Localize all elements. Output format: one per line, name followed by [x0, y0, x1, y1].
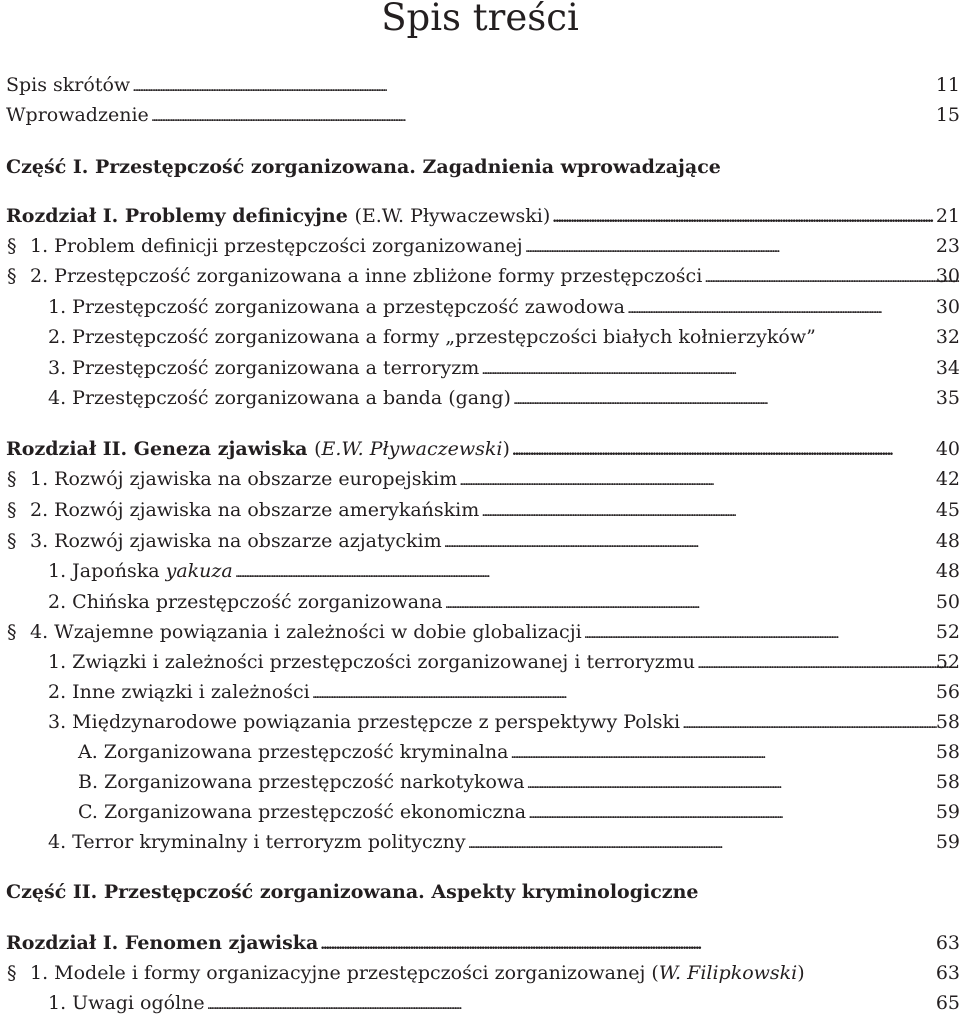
section-sign: § — [7, 962, 17, 984]
page-title: Spis treści — [381, 0, 579, 39]
toc-entry — [6, 677, 960, 707]
section-sign: § — [7, 530, 17, 552]
entry-text: A. Zorganizowana przestępczość kryminalna — [78, 741, 509, 763]
entry-text: C. Zorganizowana przestępczość ekonomiczna — [78, 801, 527, 823]
page-number: 63 — [935, 962, 960, 984]
page-number: 59 — [935, 831, 960, 853]
toc-entry — [6, 767, 960, 797]
toc-entry — [6, 322, 960, 352]
toc-entry — [6, 495, 960, 525]
chapter-author: E.W. Pływaczewski — [321, 438, 503, 460]
page-number: 52 — [935, 651, 960, 673]
entry-author: W. Filipkowski — [658, 962, 798, 984]
toc-entry — [6, 353, 960, 383]
page-number: 35 — [935, 387, 960, 409]
entry-italic: yakuza — [165, 560, 233, 582]
entry-text: 1. Uwagi ogólne — [48, 992, 205, 1014]
entry-text: 2. Chińska przestępczość zorganizowana — [48, 591, 443, 613]
entry-text: 2. Rozwój zjawiska na obszarze amerykańskim — [30, 499, 480, 521]
toc-entry — [6, 707, 960, 737]
toc-entry: § 1. Modele i formy organizacyjne przestępczości zorganizowanej (W. Filipkowski) 63 — [6, 958, 960, 988]
part-heading — [6, 877, 960, 907]
toc-entry — [6, 587, 960, 617]
section-sign: § — [7, 265, 17, 287]
page-number: 58 — [935, 741, 960, 763]
toc-entry — [6, 70, 960, 100]
toc-entry — [6, 556, 960, 586]
entry-text: 3. Przestępczość zorganizowana a terroryzm — [48, 357, 480, 379]
entry-text: B. Zorganizowana przestępczość narkotykowa — [78, 771, 525, 793]
chapter-title: Rozdział I. Problemy definicyjne — [6, 205, 348, 227]
entry-text: 4. Terror kryminalny i terroryzm polityczny — [48, 831, 466, 853]
chapter-heading: Rozdział II. Geneza zjawiska (E.W. Pływaczewski) . . . 40 — [6, 434, 960, 464]
toc-entry — [6, 383, 960, 413]
page-number: 30 — [935, 265, 960, 287]
page-number: 42 — [935, 468, 960, 490]
page-number: 34 — [935, 357, 960, 379]
page-number: 11 — [935, 74, 960, 96]
entry-text: 1. Problem definicji przestępczości zorganizowanej — [30, 235, 523, 257]
page-number: 59 — [935, 801, 960, 823]
part-title: Część II. Przestępczość zorganizowana. Aspekty kryminologiczne — [6, 881, 699, 903]
page-number: 15 — [935, 104, 960, 126]
page-number: 21 — [935, 205, 960, 227]
entry-text: 3. Rozwój zjawiska na obszarze azjatyckim — [30, 530, 442, 552]
toc-entry — [6, 737, 960, 767]
page-number: 30 — [935, 296, 960, 318]
entry-text: 1. Japońska — [48, 560, 166, 582]
page-number: 48 — [935, 530, 960, 552]
entry-text: 2. Przestępczość zorganizowana a formy „przestępczości białych kołnierzyków” — [48, 326, 816, 348]
chapter-title: Rozdział I. Fenomen zjawiska — [6, 932, 319, 954]
section-sign: § — [7, 468, 17, 490]
toc-entry — [6, 827, 960, 857]
entry-text: 4. Przestępczość zorganizowana a banda (gang) — [48, 387, 511, 409]
page-number: 40 — [935, 438, 960, 460]
page-number: 48 — [935, 560, 960, 582]
chapter-heading: Rozdział I. Problemy definicyjne (E.W. Pływaczewski) . . . 21 — [6, 201, 960, 231]
page-number: 58 — [935, 771, 960, 793]
chapter-heading — [6, 928, 960, 958]
entry-text: 1. Przestępczość zorganizowana a przestępczość zawodowa — [48, 296, 625, 318]
section-sign: § — [7, 499, 17, 521]
toc-entry — [6, 464, 960, 494]
page-number: 45 — [935, 499, 960, 521]
toc-entry — [6, 100, 960, 130]
entry-text: 2. Inne związki i zależności — [48, 681, 310, 703]
entry-text: 4. Wzajemne powiązania i zależności w dobie globalizacji — [30, 621, 582, 643]
toc-entry — [6, 231, 960, 261]
entry-text: 2. Przestępczość zorganizowana a inne zbliżone formy przestępczości — [30, 265, 703, 287]
entry-text: 1. Rozwój zjawiska na obszarze europejskim — [30, 468, 458, 490]
page-number: 56 — [935, 681, 960, 703]
toc-entry — [6, 261, 960, 291]
toc-entry — [6, 526, 960, 556]
page-number: 50 — [935, 591, 960, 613]
part-heading — [6, 152, 960, 182]
page-number: 23 — [935, 235, 960, 257]
part-title: Część I. Przestępczość zorganizowana. Zagadnienia wprowadzające — [6, 156, 721, 178]
entry-text: Spis skrótów — [6, 74, 131, 96]
section-sign: § — [7, 235, 17, 257]
page-number: 52 — [935, 621, 960, 643]
entry-text: 3. Międzynarodowe powiązania przestępcze z perspektywy Polski — [48, 711, 681, 733]
toc-entry — [6, 988, 960, 1018]
entry-text: 1. Modele i formy organizacyjne przestępczości zorganizowanej — [30, 962, 646, 984]
toc-entry — [6, 617, 960, 647]
page-number: 65 — [935, 992, 960, 1014]
toc-entry — [6, 797, 960, 827]
toc-entry — [6, 647, 960, 677]
chapter-author: E.W. Pływaczewski — [361, 205, 543, 227]
page-number: 63 — [935, 932, 960, 954]
page-number: 32 — [935, 326, 960, 348]
section-sign: § — [7, 621, 17, 643]
entry-text: Wprowadzenie — [6, 104, 149, 126]
chapter-title: Rozdział II. Geneza zjawiska — [6, 438, 308, 460]
page-number: 58 — [935, 711, 960, 733]
entry-text: 1. Związki i zależności przestępczości zorganizowanej i terroryzmu — [48, 651, 696, 673]
toc-entry — [6, 292, 960, 322]
